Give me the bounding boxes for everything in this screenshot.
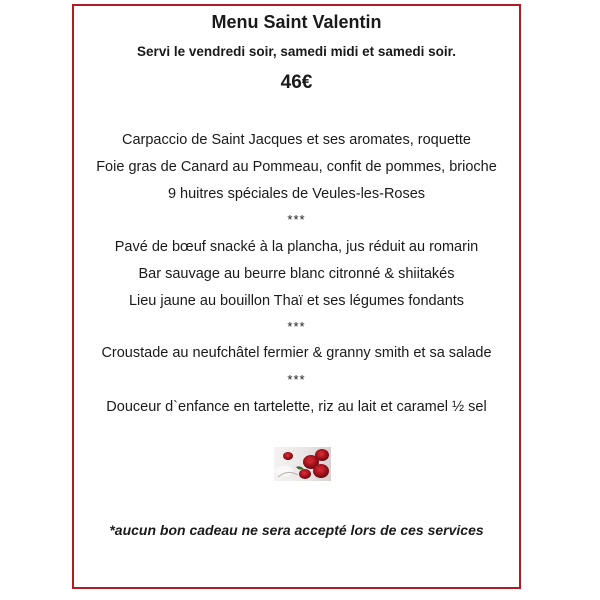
- main-item: Bar sauvage au beurre blanc citronné & shiitakés: [138, 266, 455, 282]
- gift-card-note: *aucun bon cadeau ne sera accepté lors de ces services: [109, 522, 484, 538]
- menu-title: Menu Saint Valentin: [211, 12, 382, 32]
- starter-item: Carpaccio de Saint Jacques et ses aromates, roquette: [122, 132, 471, 148]
- section-separator: ***: [287, 319, 306, 334]
- cheese-item: Croustade au neufchâtel fermier & granny smith et sa salade: [101, 345, 492, 361]
- starter-item: Foie gras de Canard au Pommeau, confit de pommes, brioche: [96, 159, 497, 175]
- starter-item: 9 huitres spéciales de Veules-les-Roses: [167, 186, 426, 202]
- section-separator: ***: [287, 212, 306, 227]
- menu-page: [72, 4, 521, 589]
- menu-price: 46€: [280, 72, 313, 93]
- main-item: Lieu jaune au bouillon Thaï et ses légumes fondants: [128, 293, 465, 309]
- menu-subtitle: Servi le vendredi soir, samedi midi et samedi soir.: [137, 44, 456, 59]
- red-roses-image: [274, 447, 331, 481]
- main-item: Pavé de bœuf snacké à la plancha, jus réduit au romarin: [114, 239, 479, 255]
- section-separator: ***: [287, 372, 306, 387]
- dessert-item: Douceur d`enfance en tartelette, riz au lait et caramel ½ sel: [106, 399, 487, 415]
